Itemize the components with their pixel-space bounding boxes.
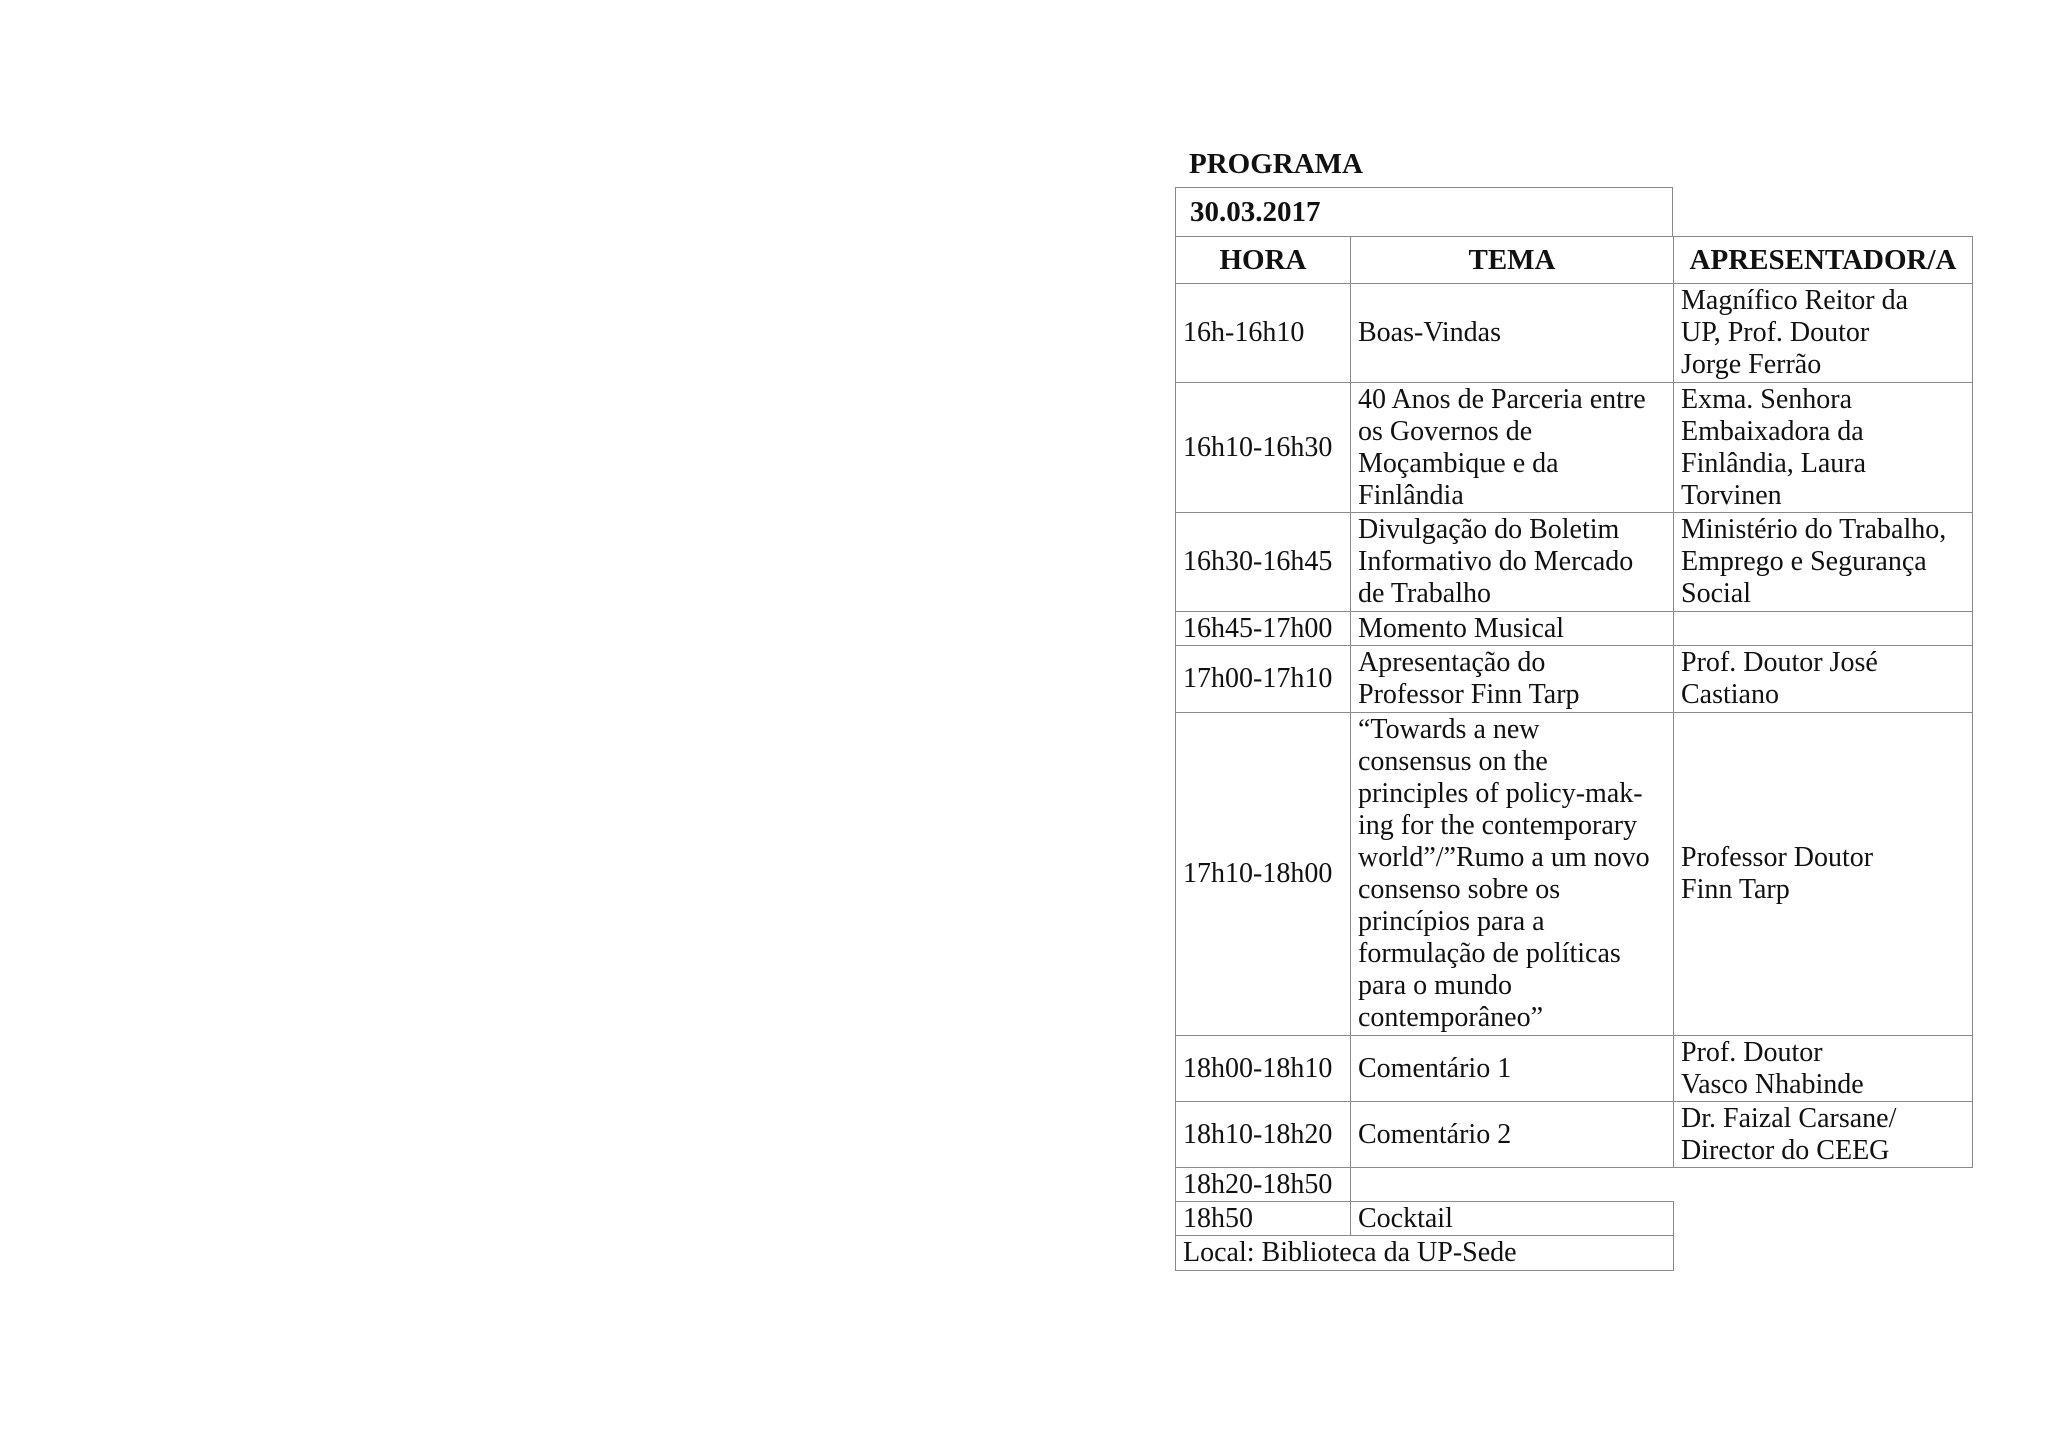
table-row-apresentador: Exma. Senhora Embaixadora da Finlândia, Laura Torvinen <box>1673 382 1973 513</box>
table-row-apresentador: Ministério do Trabalho, Emprego e Segurança Social <box>1673 512 1973 612</box>
table-row-hora: 17h10-18h00 <box>1175 712 1351 1036</box>
table-row-tema: Momento Musical <box>1350 611 1674 646</box>
table-row-tema: Divulgação do Boletim Informativo do Mercado de Trabalho <box>1350 512 1674 612</box>
table-row-tema: Boas-Vindas <box>1350 283 1674 383</box>
table-row-hora: 18h50 <box>1175 1201 1351 1236</box>
table-row-tema: Comentário 2 <box>1350 1101 1674 1168</box>
table-row-apresentador: Prof. Doutor Vasco Nhabinde <box>1673 1035 1973 1102</box>
header-tema: TEMA <box>1350 236 1674 284</box>
table-row-hora: 17h00-17h10 <box>1175 645 1351 713</box>
table-row-tema: 40 Anos de Parceria entre os Governos de Moçambique e da Finlândia <box>1350 382 1674 513</box>
schedule-table <box>1175 187 1973 1271</box>
table-row-hora: 16h10-16h30 <box>1175 382 1351 513</box>
header-apresentador: APRESENTADOR/A <box>1673 236 1973 284</box>
table-row-apresentador <box>1673 611 1973 646</box>
table-row-tema: Cocktail <box>1350 1201 1674 1236</box>
program-title: PROGRAMA <box>1189 148 1363 180</box>
table-row-apresentador: Dr. Faizal Carsane/ Director do CEEG <box>1673 1101 1973 1168</box>
location-text: Local: Biblioteca da UP-Sede <box>1183 1237 1517 1268</box>
table-row-hora: 18h00-18h10 <box>1175 1035 1351 1102</box>
table-row-tema: Apresentação do Professor Finn Tarp <box>1350 645 1674 713</box>
location-cell <box>1175 1235 1674 1271</box>
table-row-hora: 18h20-18h50 <box>1175 1167 1351 1202</box>
date-text: 30.03.2017 <box>1190 196 1321 228</box>
date-cell <box>1175 187 1673 237</box>
table-row-apresentador: Prof. Doutor José Castiano <box>1673 645 1973 713</box>
table-row-apresentador: Professor Doutor Finn Tarp <box>1673 712 1973 1036</box>
table-row-hora: 16h45-17h00 <box>1175 611 1351 646</box>
table-row-tema: “Towards a new consensus on the principles of policy-mak- ing for the contemporary world”/”Rumo a um novo consenso sobre os princípios para a formulação de políticas para o mundo contemporâneo” <box>1350 712 1674 1036</box>
header-hora: HORA <box>1175 236 1351 284</box>
table-row-tema: Comentário 1 <box>1350 1035 1674 1102</box>
table-row-apresentador: Magnífico Reitor da UP, Prof. Doutor Jorge Ferrão <box>1673 283 1973 383</box>
table-row-hora: 16h-16h10 <box>1175 283 1351 383</box>
table-row-hora: 16h30-16h45 <box>1175 512 1351 612</box>
table-row-hora: 18h10-18h20 <box>1175 1101 1351 1168</box>
